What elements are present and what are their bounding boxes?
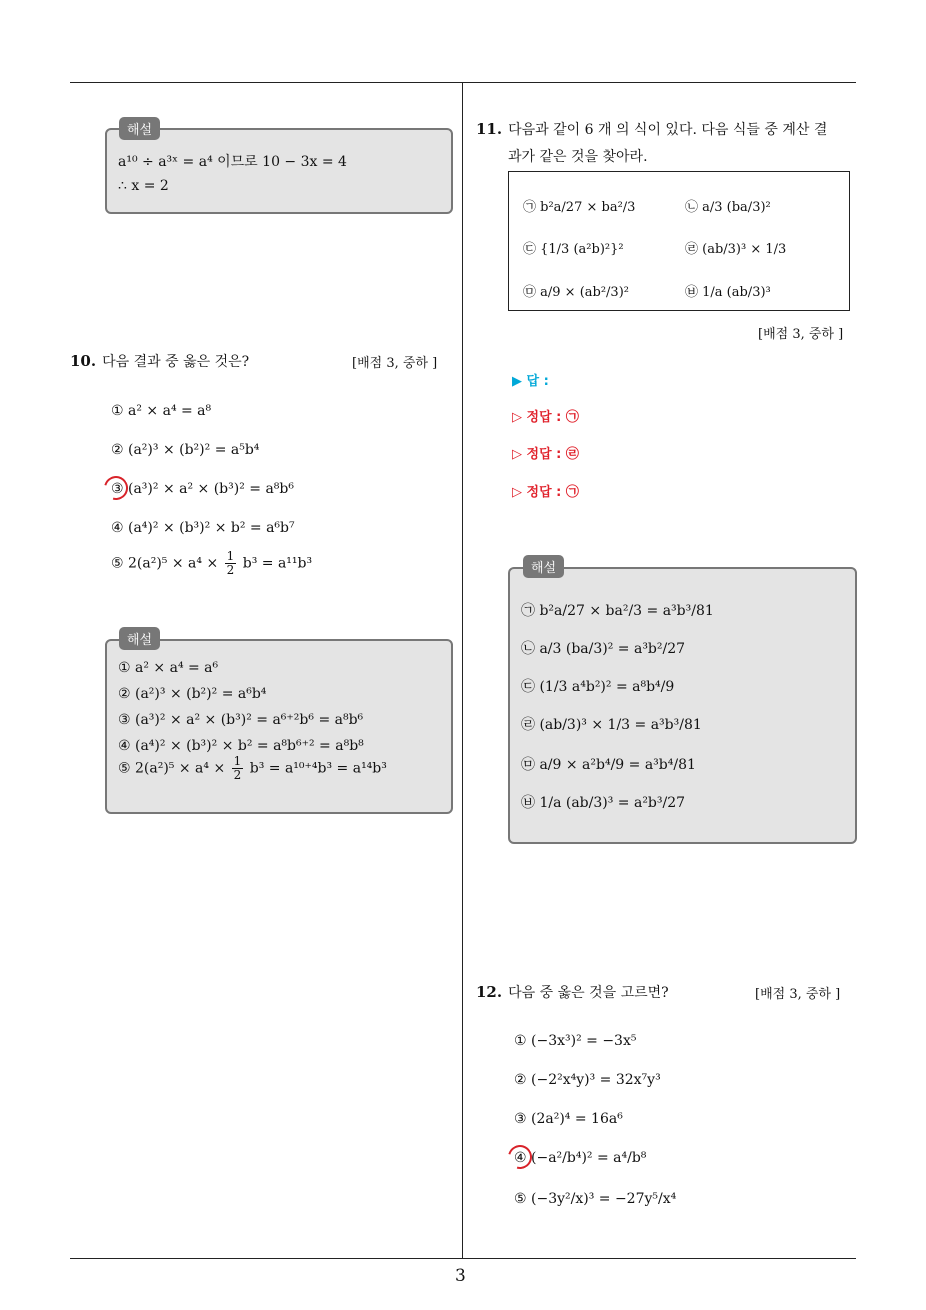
question-text: 다음과 같이 6 개 의 식이 있다. 다음 식들 중 계산 결 <box>508 122 828 138</box>
solution-line: ㉡ a/3 (ba/3)² = a³b²/27 <box>521 641 686 657</box>
question-text: 다음 중 옳은 것을 고르면? <box>508 985 669 1001</box>
solution-line: ④ (a⁴)² × (b³)² × b² = a⁸b⁶⁺² = a⁸b⁸ <box>118 738 364 754</box>
solution-tag: 해설 <box>119 627 160 650</box>
option-2[interactable]: ② (a²)³ × (b²)² = a⁵b⁴ <box>111 442 260 458</box>
option-1[interactable]: ① a² × a⁴ = a⁸ <box>111 403 212 419</box>
solution-line: ∴ x = 2 <box>118 178 169 194</box>
expr-3: ㉢ {1/3 (a²b)²}² <box>523 242 624 257</box>
correct-answer-2: ▷ 정답 : ㉣ <box>512 447 579 462</box>
option-3[interactable]: ③ (a³)² × a² × (b³)² = a⁸b⁶ <box>111 481 294 497</box>
expr-4: ㉣ (ab/3)³ × 1/3 <box>685 242 787 257</box>
correct-answer-1: ▷ 정답 : ㉠ <box>512 410 579 425</box>
bottom-rule <box>70 1258 856 1259</box>
solution-tag: 해설 <box>523 555 564 578</box>
correct-answer-3: ▷ 정답 : ㉠ <box>512 485 579 500</box>
solution-line: ⑤ 2(a²)⁵ × a⁴ × $\frac{1}{2}$ b³ = a¹⁰⁺⁴b³ = a¹⁴b³ <box>118 754 387 783</box>
solution-line: ① a² × a⁴ = a⁶ <box>118 660 219 676</box>
expr-2: ㉡ a/3 (ba/3)² <box>685 200 771 215</box>
solution-line: ㉢ (1/3 a⁴b²)² = a⁸b⁴/9 <box>521 679 675 695</box>
page-number: 3 <box>455 1266 466 1286</box>
answer-label: ▶ 답 : <box>512 374 549 389</box>
fraction: $\frac{1}{2}$ <box>233 754 242 783</box>
solution-line: ② (a²)³ × (b²)² = a⁶b⁴ <box>118 686 267 702</box>
answer-circle-mark <box>100 472 133 505</box>
question-number: 11. <box>476 120 503 138</box>
question-score: [배점 3, 중하 ] <box>755 987 841 1002</box>
option-1[interactable]: ① (−3x³)² = −3x⁵ <box>514 1033 637 1049</box>
question-number: 12. <box>476 983 503 1001</box>
option-5-head: ⑤ 2(a²)⁵ × a⁴ × <box>111 555 219 572</box>
solution-tag: 해설 <box>119 117 160 140</box>
column-divider <box>462 83 463 1259</box>
solution-line: ㉣ (ab/3)³ × 1/3 = a³b³/81 <box>521 717 702 733</box>
option-4[interactable]: ④ (−a²/b⁴)² = a⁴/b⁸ <box>514 1150 647 1166</box>
solution-box-q9 <box>105 128 453 214</box>
fraction: $\frac{1}{2}$ <box>226 549 235 578</box>
option-5[interactable]: ⑤ (−3y²/x)³ = −27y⁵/x⁴ <box>514 1191 677 1207</box>
expr-5: ㉤ a/9 × (ab²/3)² <box>523 285 629 300</box>
option-5-tail: b³ = a¹¹b³ <box>242 555 313 572</box>
solution-line: ㉠ b²a/27 × ba²/3 = a³b³/81 <box>521 603 714 619</box>
question-text: 다음 결과 중 옳은 것은? <box>102 354 250 370</box>
question-10-title <box>70 351 249 371</box>
solution-line: a¹⁰ ÷ a³ˣ = a⁴ 이므로 10 − 3x = 4 <box>118 154 347 170</box>
option-3[interactable]: ③ (2a²)⁴ = 16a⁶ <box>514 1111 623 1127</box>
expr-6: ㉥ 1/a (ab/3)³ <box>685 285 771 300</box>
question-score: [배점 3, 중하 ] <box>352 356 438 371</box>
option-4[interactable]: ④ (a⁴)² × (b³)² × b² = a⁶b⁷ <box>111 520 295 536</box>
question-text-cont: 과가 같은 것을 찾아라. <box>508 149 648 165</box>
option-2[interactable]: ② (−2²x⁴y)³ = 32x⁷y³ <box>514 1072 661 1088</box>
solution-line: ㉤ a/9 × a²b⁴/9 = a³b⁴/81 <box>521 757 696 773</box>
question-number: 10. <box>70 352 97 370</box>
expr-1: ㉠ b²a/27 × ba²/3 <box>523 200 636 215</box>
solution-line: ㉥ 1/a (ab/3)³ = a²b³/27 <box>521 795 686 811</box>
option-5[interactable] <box>111 550 312 577</box>
answer-circle-mark <box>504 1141 537 1174</box>
question-11-title <box>476 119 827 139</box>
top-rule <box>70 82 856 83</box>
question-score: [배점 3, 중하 ] <box>758 327 844 342</box>
question-12-title <box>476 982 669 1002</box>
solution-line: ③ (a³)² × a² × (b³)² = a⁶⁺²b⁶ = a⁸b⁶ <box>118 712 364 728</box>
